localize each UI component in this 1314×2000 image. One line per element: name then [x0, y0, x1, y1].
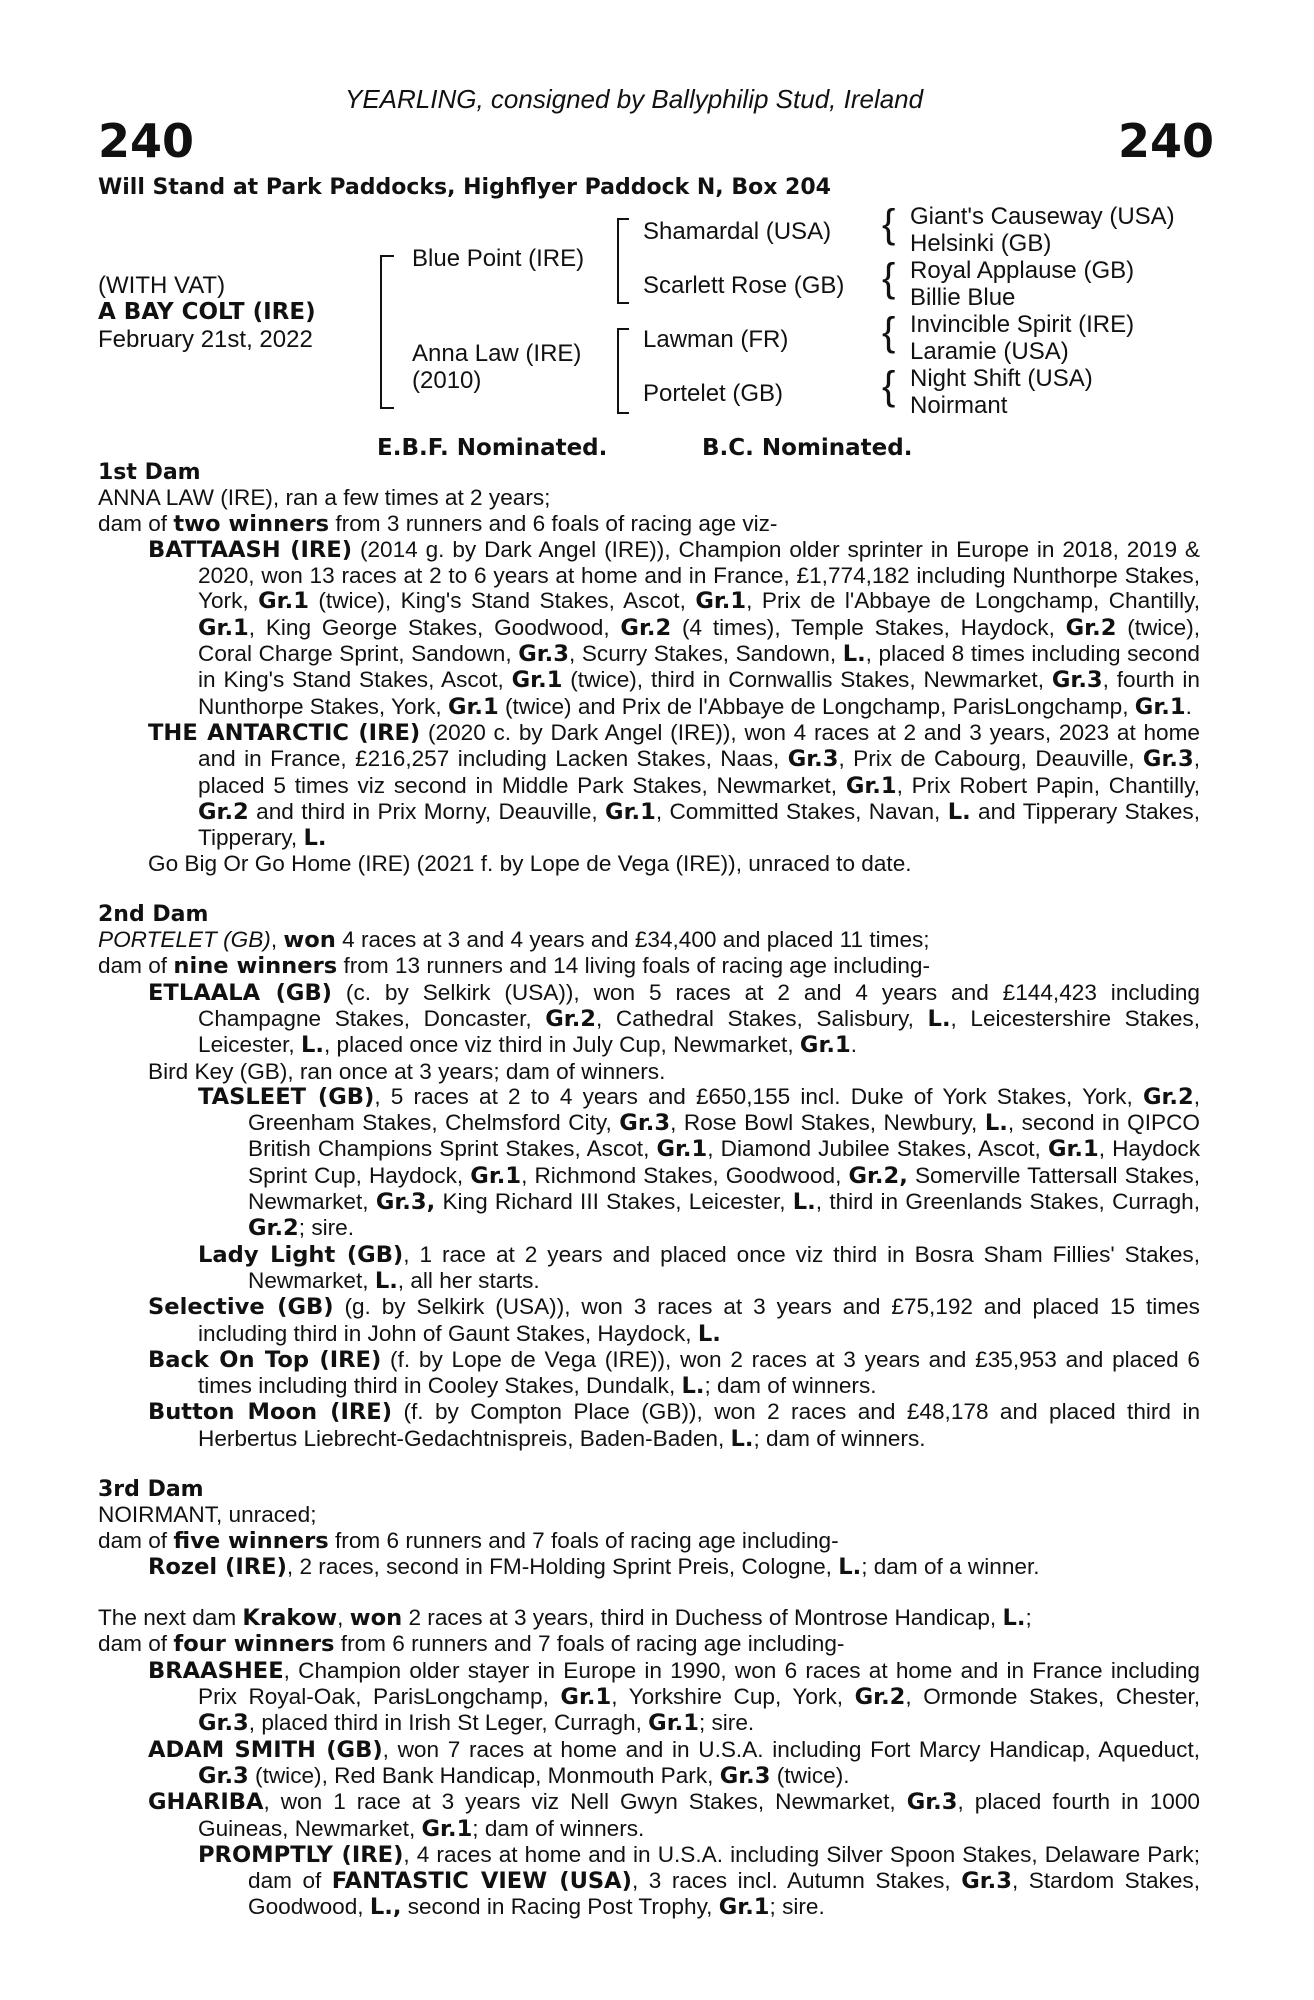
vat-note: (WITH VAT)	[98, 272, 226, 299]
entry-braashee: BRAASHEE, Champion older stayer in Europe in 1990, won 6 races at home and in France including Prix Royal-Oak, ParisLongchamp, Gr.1, Yorkshire Cup, York, Gr.2, Ormonde Stakes, Chester, Gr.3, placed third in Irish St Leger, Curragh, Gr.1; sire.	[148, 1657, 1201, 1737]
bc-nomination: B.C. Nominated.	[702, 435, 913, 461]
third-dam-produce: dam of five winners from 6 runners and 7 foals of racing age including-	[98, 1527, 839, 1554]
entry-tasleet: TASLEET (GB), 5 races at 2 to 4 years and £650,155 incl. Duke of York Stakes, York, Gr.2, Greenham Stakes, Chelmsford City, Gr.3, Rose Bowl Stakes, Newbury, L., second in QIPCO British Champions Sprint Stakes, Ascot, Gr.1, Diamond Jubilee Stakes, Ascot, Gr.1, Haydock Sprint Cup, Haydock, Gr.1, Richmond Stakes, Goodwood, Gr.2, Somerville Tattersall Stakes, Newmarket, Gr.3, King Richard III Stakes, Leicester, L., third in Greenlands Stakes, Curragh, Gr.2; sire.	[198, 1083, 1201, 1242]
brace-gen4-2: {	[882, 256, 896, 300]
entry-bird-key: Bird Key (GB), ran once at 3 years; dam of winners.	[148, 1058, 666, 1084]
granddam-maternal: Portelet (GB)	[643, 380, 784, 407]
gen4-4: Billie Blue	[910, 284, 1016, 311]
entry-battaash: BATTAASH (IRE) (2014 g. by Dark Angel (IRE)), Champion older sprinter in Europe in 2018, 2019 & 2020, won 13 races at 2 to 6 years at home and in France, £1,774,182 including Nunthorpe Stakes, York, Gr.1 (twice), King's Stand Stakes, Ascot, Gr.1, Prix de l'Abbaye de Longchamp, Chantilly, Gr.1, King George Stakes, Goodwood, Gr.2 (4 times), Temple Stakes, Haydock, Gr.2 (twice), Coral Charge Sprint, Sandown, Gr.3, Scurry Stakes, Sandown, L., placed 8 times including second in King's Stand Stakes, Ascot, Gr.1 (twice), third in Cornwallis Stakes, Newmarket, Gr.3, fourth in Nunthorpe Stakes, York, Gr.1 (twice) and Prix de l'Abbaye de Longchamp, ParisLongchamp, Gr.1.	[148, 536, 1200, 720]
grandsire-paternal: Shamardal (USA)	[643, 218, 832, 245]
second-dam-heading: 2nd Dam	[98, 901, 209, 927]
entry-etlaala: ETLAALA (GB) (c. by Selkirk (USA)), won 5 races at 2 and 4 years and £144,423 including Champagne Stakes, Doncaster, Gr.2, Cathedral Stakes, Salisbury, L., Leicestershire Stakes, Leicester, L., placed once viz third in July Cup, Newmarket, Gr.1.	[148, 979, 1200, 1059]
gen4-6: Laramie (USA)	[910, 338, 1069, 365]
first-dam-heading: 1st Dam	[98, 460, 201, 485]
granddam-paternal: Scarlett Rose (GB)	[643, 272, 845, 299]
pedigree-bracket-dam	[617, 328, 629, 414]
ebf-nomination: E.B.F. Nominated.	[377, 435, 608, 461]
stand-location: Will Stand at Park Paddocks, Highflyer Paddock N, Box 204	[98, 175, 831, 200]
pedigree-bracket-gen1	[380, 255, 394, 409]
consignment-line: YEARLING, consigned by Ballyphilip Stud, Ireland	[345, 84, 924, 114]
grandsire-maternal: Lawman (FR)	[643, 326, 789, 353]
pedigree-bracket-sire	[617, 218, 629, 304]
dam-year: (2010)	[412, 367, 482, 394]
lot-number-left: 240	[98, 114, 195, 168]
gen4-1: Giant's Causeway (USA)	[910, 203, 1175, 230]
gen4-5: Invincible Spirit (IRE)	[910, 311, 1135, 338]
brace-gen4-4: {	[882, 364, 896, 408]
gen4-8: Noirmant	[910, 392, 1008, 419]
entry-rozel: Rozel (IRE), 2 races, second in FM-Holding Sprint Preis, Cologne, L.; dam of a winner.	[148, 1553, 1040, 1580]
entry-selective: Selective (GB) (g. by Selkirk (USA)), won 3 races at 3 years and £75,192 and placed 15 times including third in John of Gaunt Stakes, Haydock, L.	[148, 1294, 1200, 1347]
second-dam-produce: dam of nine winners from 13 runners and 14 living foals of racing age including-	[98, 953, 930, 980]
next-dam-line: The next dam Krakow, won 2 races at 3 years, third in Duchess of Montrose Handicap, L.;	[98, 1605, 1032, 1632]
lot-name: A BAY COLT (IRE)	[98, 299, 316, 325]
entry-go-big: Go Big Or Go Home (IRE) (2021 f. by Lope de Vega (IRE)), unraced to date.	[148, 851, 912, 877]
brace-gen4-1: {	[882, 202, 896, 246]
date-of-birth: February 21st, 2022	[98, 326, 313, 353]
gen4-7: Night Shift (USA)	[910, 365, 1093, 392]
entry-the-antarctic: THE ANTARCTIC (IRE) (2020 c. by Dark Angel (IRE)), won 4 races at 2 and 3 years, 2023 at home and in France, £216,257 including Lacken Stakes, Naas, Gr.3, Prix de Cabourg, Deauville, Gr.3, placed 5 times viz second in Middle Park Stakes, Newmarket, Gr.1, Prix Robert Papin, Chantilly, Gr.2 and third in Prix Morny, Deauville, Gr.1, Committed Stakes, Navan, L. and Tipperary Stakes, Tipperary, L.	[148, 719, 1201, 852]
sire-name: Blue Point (IRE)	[412, 245, 585, 272]
entry-back-on-top: Back On Top (IRE) (f. by Lope de Vega (IRE)), won 2 races at 3 years and £35,953 and placed 6 times including third in Cooley Stakes, Dundalk, L.; dam of winners.	[148, 1346, 1200, 1400]
entry-button-moon: Button Moon (IRE) (f. by Compton Place (GB)), won 2 races and £48,178 and placed third in Herbertus Liebrecht-Gedachtnispreis, Baden-Baden, L.; dam of winners.	[148, 1399, 1201, 1452]
first-dam-line: ANNA LAW (IRE), ran a few times at 2 years;	[98, 485, 551, 511]
entry-promptly: PROMPTLY (IRE), 4 races at home and in U.S.A. including Silver Spoon Stakes, Delaware Park; dam of FANTASTIC VIEW (USA), 3 races incl. Autumn Stakes, Gr.3, Stardom Stakes, Goodwood, L., second in Racing Post Trophy, Gr.1; sire.	[198, 1841, 1200, 1921]
gen4-2: Helsinki (GB)	[910, 230, 1052, 257]
catalogue-body	[98, 460, 1200, 1921]
third-dam-line: NOIRMANT, unraced;	[98, 1502, 317, 1528]
second-dam-line: PORTELET (GB), won 4 races at 3 and 4 years and £34,400 and placed 11 times;	[98, 927, 930, 954]
entry-ghariba: GHARIBA, won 1 race at 3 years viz Nell Gwyn Stakes, Newmarket, Gr.3, placed fourth in 1000 Guineas, Newmarket, Gr.1; dam of winners.	[148, 1789, 1201, 1842]
third-dam-heading: 3rd Dam	[98, 1476, 204, 1502]
entry-lady-light: Lady Light (GB), 1 race at 2 years and placed once viz third in Bosra Sham Fillies' Stakes, Newmarket, L., all her starts.	[198, 1241, 1200, 1294]
lot-number-right: 240	[1118, 114, 1215, 168]
first-dam-produce: dam of two winners from 3 runners and 6 foals of racing age viz-	[98, 510, 778, 537]
next-dam-produce: dam of four winners from 6 runners and 7 foals of racing age including-	[98, 1631, 845, 1658]
gen4-3: Royal Applause (GB)	[910, 257, 1135, 284]
brace-gen4-3: {	[882, 310, 896, 354]
entry-adam-smith: ADAM SMITH (GB), won 7 races at home and in U.S.A. including Fort Marcy Handicap, Aqueduct, Gr.3 (twice), Red Bank Handicap, Monmouth Park, Gr.3 (twice).	[148, 1736, 1201, 1789]
dam-name: Anna Law (IRE)	[412, 340, 582, 367]
